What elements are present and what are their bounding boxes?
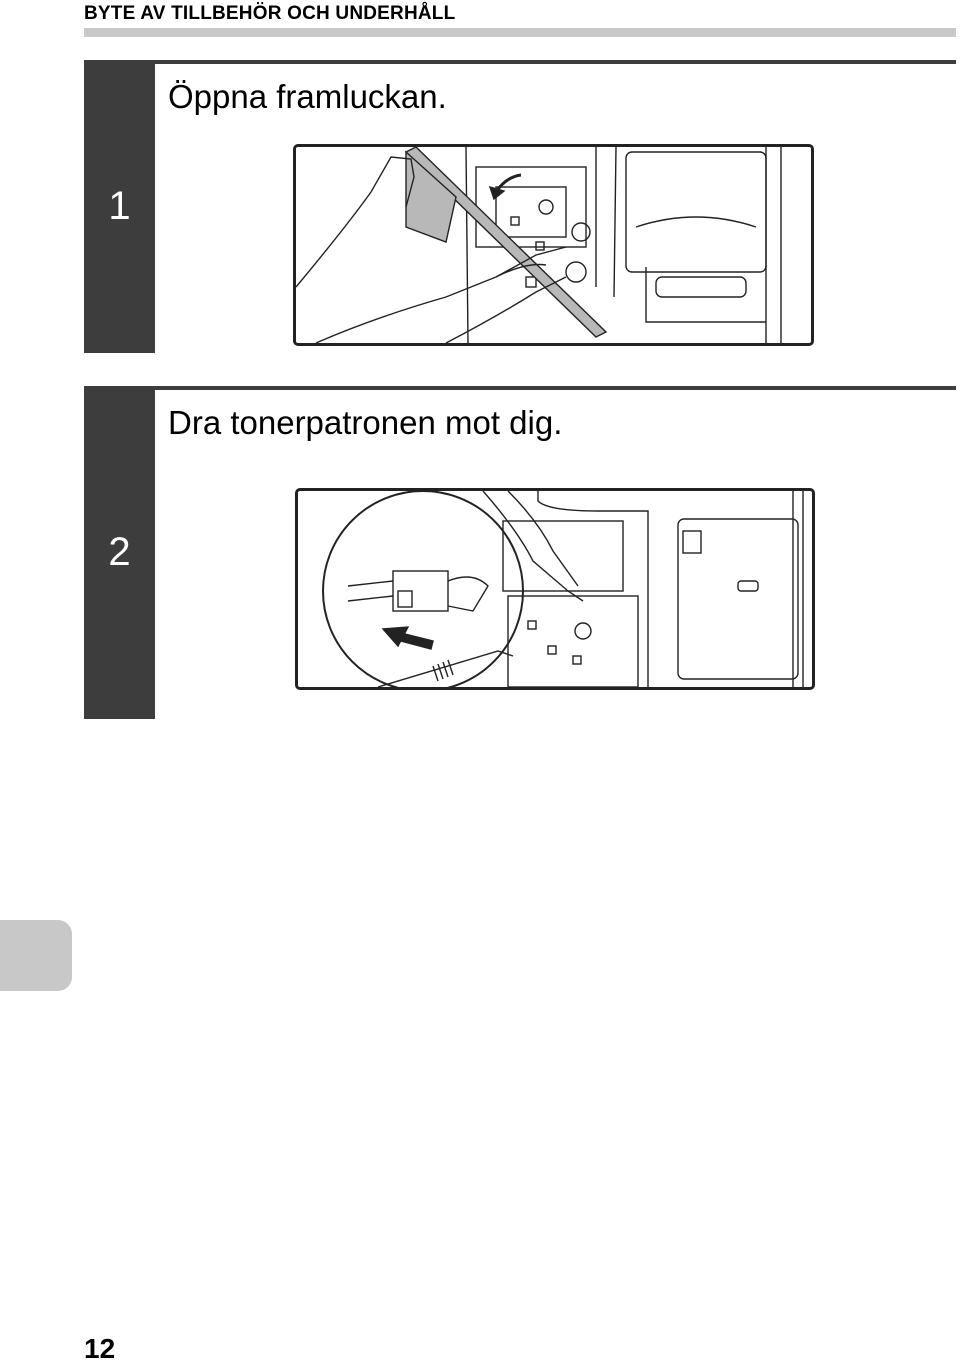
step-2-number: 2 <box>108 530 131 574</box>
section-header-title: BYTE AV TILLBEHÖR OCH UNDERHÅLL <box>84 3 456 24</box>
page-number: 12 <box>84 1333 116 1364</box>
step-2-number-tab <box>84 386 155 719</box>
toner-cartridge-pull-illustration <box>295 488 815 690</box>
header-divider <box>84 28 956 37</box>
step-1-number-tab <box>84 60 155 353</box>
step-1-instruction: Öppna framluckan. <box>168 78 447 115</box>
step-1-drawing <box>296 147 811 343</box>
step-1-number: 1 <box>108 184 131 228</box>
step-2-rule <box>155 386 956 390</box>
step-2-drawing <box>298 491 812 687</box>
step-1-rule <box>155 60 956 64</box>
chapter-side-tab <box>0 920 72 991</box>
step-2-instruction: Dra tonerpatronen mot dig. <box>168 404 563 441</box>
front-cover-opening-illustration <box>293 144 814 346</box>
